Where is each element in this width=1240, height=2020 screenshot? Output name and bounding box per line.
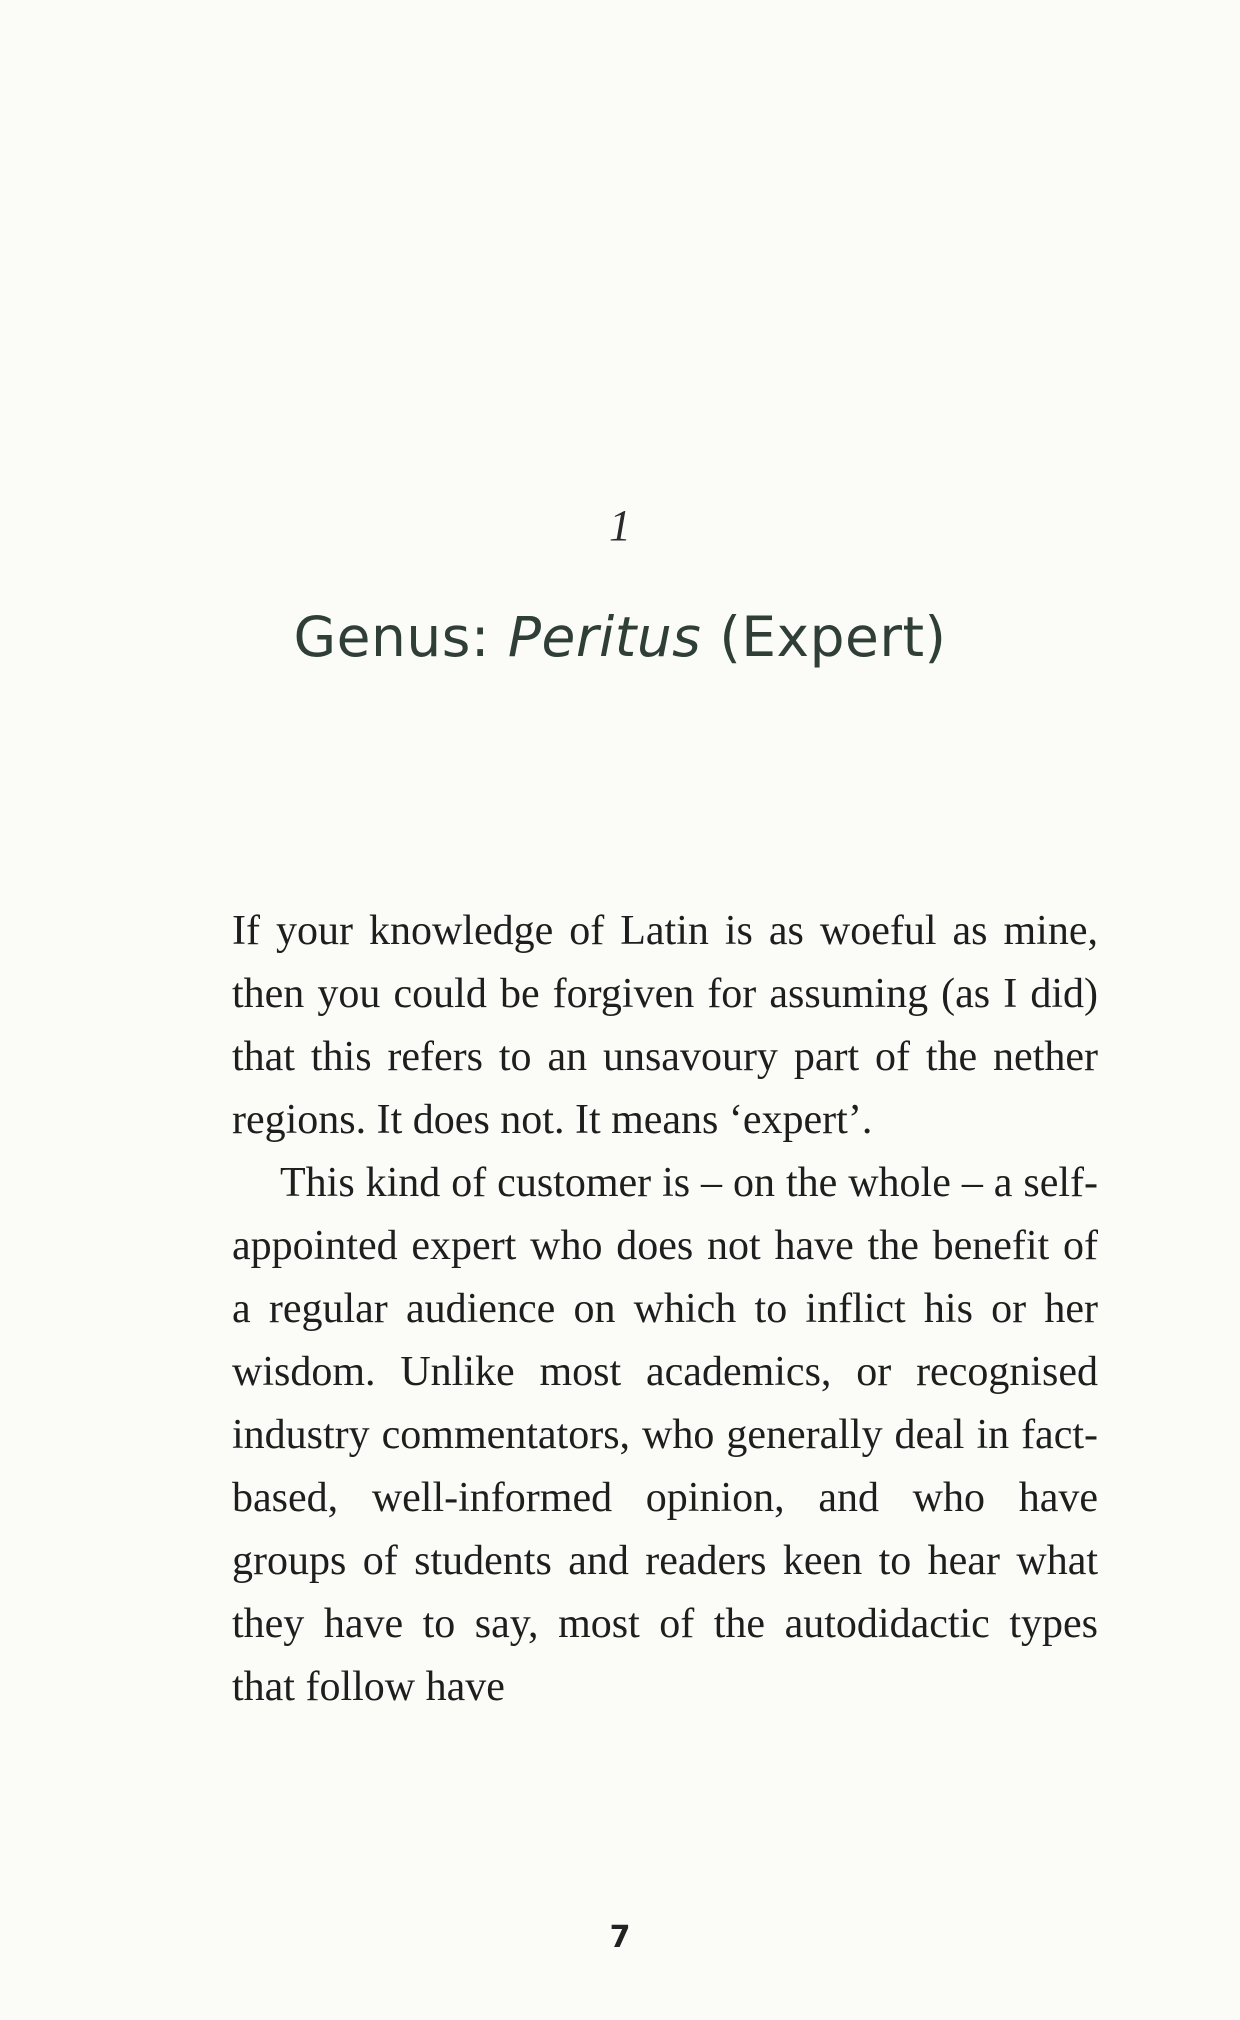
paragraph-2: This kind of customer is – on the whole – a self-appointed expert who does not have the benefit of a regular audience on which to inflict his or her wisdom. Unlike most academics, or recognised industry commentators, who generally deal in fact-based, well-informed opinion, and who have groups of students and readers keen to hear what they have to say, most of the autodidactic types that follow have bbox=[232, 1160, 1098, 1710]
body-text bbox=[232, 900, 1098, 1719]
page-number: 7 bbox=[609, 1920, 631, 1955]
chapter-title-latin: Peritus bbox=[507, 605, 702, 669]
chapter-number: 1 bbox=[609, 501, 631, 550]
chapter-title-prefix: Genus: bbox=[293, 605, 508, 669]
chapter-title-suffix: (Expert) bbox=[701, 605, 947, 669]
paragraph-1: If your knowledge of Latin is as woeful as mine, then you could be forgiven for assuming (as I did) that this refers to an unsavoury part of the nether regions. It does not. It means ‘expert’. bbox=[232, 908, 1098, 1143]
chapter-title bbox=[0, 605, 1240, 669]
